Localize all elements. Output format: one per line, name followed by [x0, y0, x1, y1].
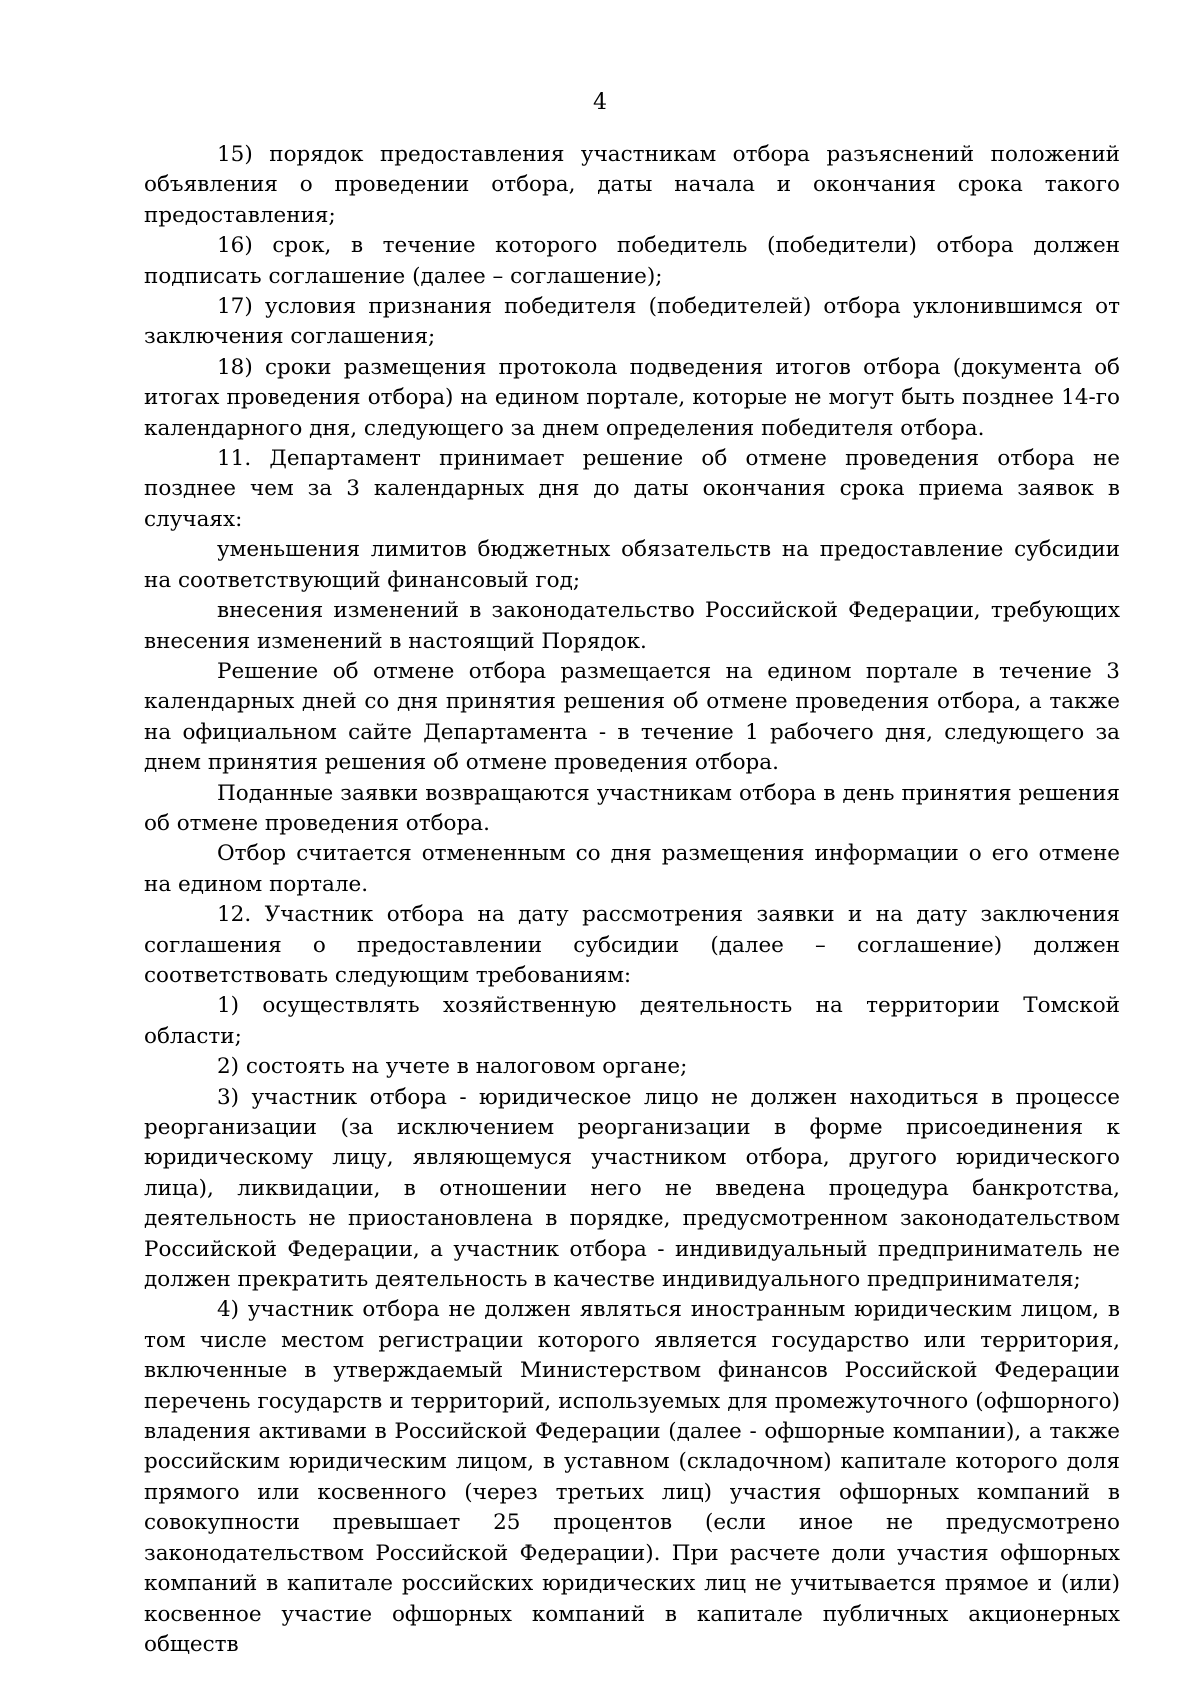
paragraph-case-budget-limits: уменьшения лимитов бюджетных обязательств на предоставление субсидии на соответствующий финансовый год;	[144, 537, 1120, 593]
paragraph-requirement-2: 2) состоять на учете в налоговом органе;	[217, 1054, 688, 1080]
paragraph-item-17: 17) условия признания победителя (победителей) отбора уклонившимся от заключения соглашения;	[144, 294, 1120, 350]
document-body	[144, 140, 1120, 1660]
paragraph-item-16: 16) срок, в течение которого победитель (победители) отбора должен подписать соглашение (далее – соглашение);	[144, 233, 1120, 289]
paragraph-requirement-4: 4) участник отбора не должен являться иностранным юридическим лицом, в том числе местом регистрации которого является государство или территория, включенные в утверждаемый Министерством финансов Российской Федерации перечень государств и территорий, используемых для промежуточного (офшорного) владения активами в Российской Федерации (далее - офшорные компании), а также российским юридическим лицом, в уставном (складочном) капитале которого доля прямого или косвенного (через третьих лиц) участия офшорных компаний в совокупности превышает 25 процентов (если иное не предусмотрено законодательством Российской Федерации). При расчете доли участия офшорных компаний в капитале российских юридических лиц не учитывается прямое и (или) косвенное участие офшорных компаний в капитале публичных акционерных обществ	[144, 1297, 1120, 1657]
paragraph-clause-12: 12. Участник отбора на дату рассмотрения заявки и на дату заключения соглашения о предоставлении субсидии (далее – соглашение) должен соответствовать следующим требованиям:	[144, 902, 1120, 988]
paragraph-applications-returned: Поданные заявки возвращаются участникам отбора в день принятия решения об отмене проведения отбора.	[144, 780, 1120, 836]
paragraph-case-legislation: внесения изменений в законодательство Российской Федерации, требующих внесения изменений в настоящий Порядок.	[144, 598, 1120, 654]
paragraph-item-15: 15) порядок предоставления участникам отбора разъяснений положений объявления о проведении отбора, даты начала и окончания срока такого предоставления;	[144, 142, 1120, 228]
paragraph-requirement-1: 1) осуществлять хозяйственную деятельность на территории Томской области;	[144, 993, 1120, 1049]
paragraph-item-18: 18) сроки размещения протокола подведения итогов отбора (документа об итогах проведения отбора) на едином портале, которые не могут быть позднее 14-го календарного дня, следующего за днем определения победителя отбора.	[144, 354, 1120, 441]
paragraph-cancellation-publication: Решение об отмене отбора размещается на едином портале в течение 3 календарных дней со дня принятия решения об отмене проведения отбора, а также на официальном сайте Департамента - в течение 1 рабочего дня, следующего за днем принятия решения об отмене проведения отбора.	[144, 658, 1120, 776]
paragraph-requirement-3: 3) участник отбора - юридическое лицо не должен находиться в процессе реорганизации (за исключением реорганизации в форме присоединения к юридическому лицу, являющемуся участником отбора, другого юридического лица), ликвидации, в отношении него не введена процедура банкротства, деятельность не приостановлена в порядке, предусмотренном законодательством Российской Федерации, а участник отбора - индивидуальный предприниматель не должен прекратить деятельность в качестве индивидуального предпринимателя;	[144, 1084, 1120, 1293]
page-number: 4	[593, 90, 607, 115]
paragraph-selection-cancelled: Отбор считается отмененным со дня размещения информации о его отмене на едином портале.	[144, 841, 1120, 897]
paragraph-clause-11: 11. Департамент принимает решение об отмене проведения отбора не позднее чем за 3 календарных дня до даты окончания срока приема заявок в случаях:	[144, 446, 1120, 532]
